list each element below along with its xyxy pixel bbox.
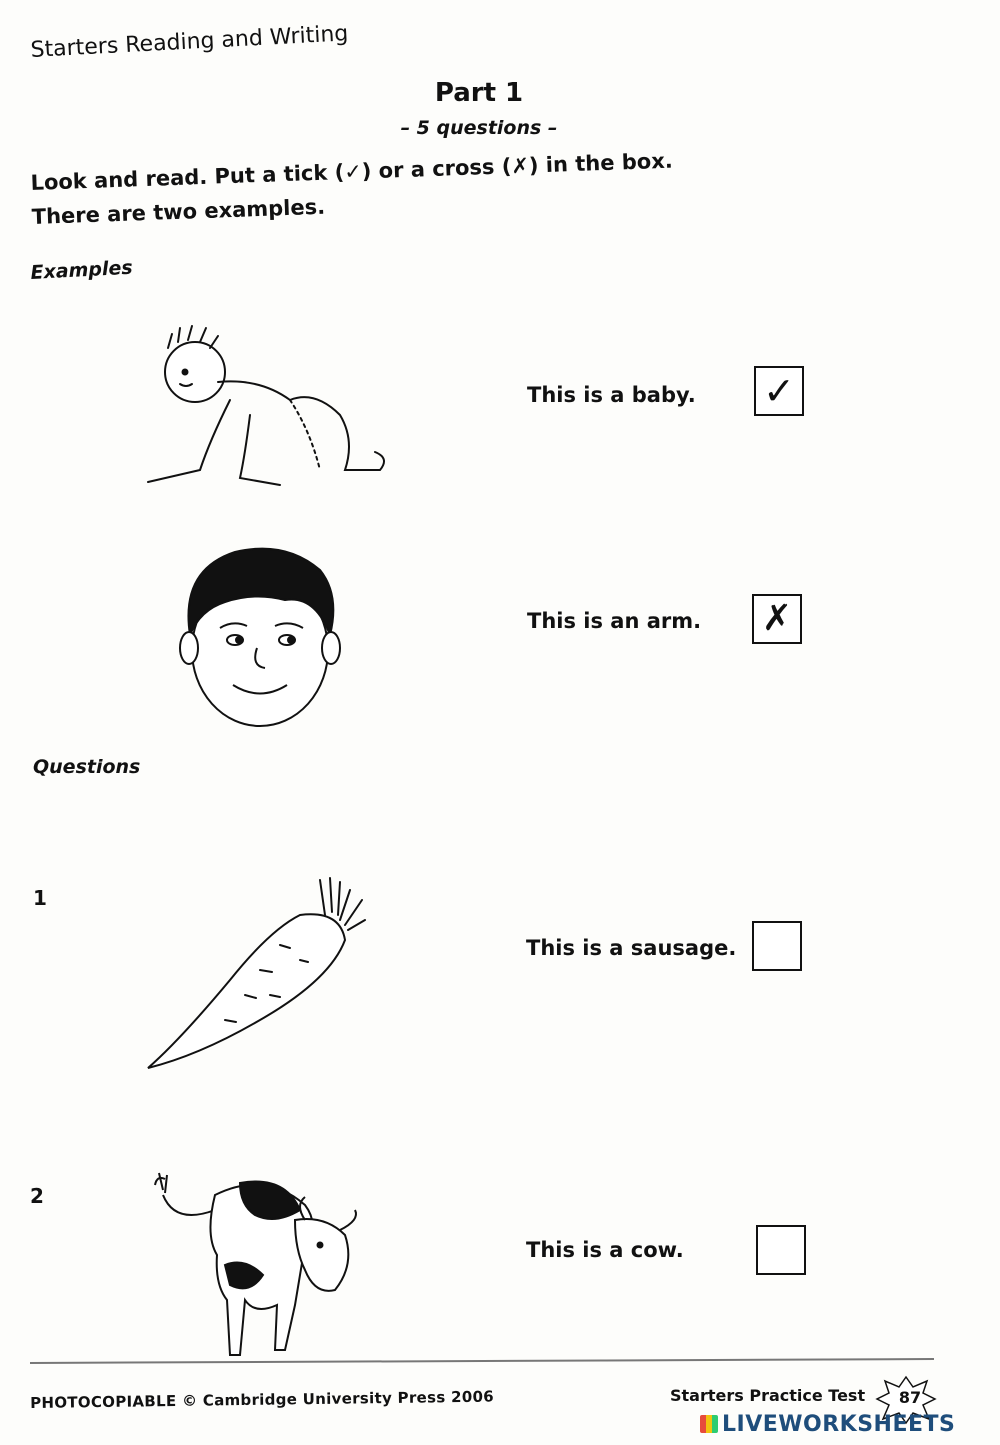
part-subtitle: – 5 questions – [400, 117, 558, 139]
baby-illustration [140, 320, 400, 500]
instructions-line-2: There are two examples. [31, 194, 326, 229]
part-title: Part 1 [434, 78, 524, 108]
boy-face-illustration [175, 540, 345, 730]
question-number-2: 2 [30, 1184, 44, 1208]
questions-label: Questions [33, 756, 141, 778]
watermark-text: LIVEWORKSHEETS [722, 1412, 956, 1437]
liveworksheets-logo-icon [700, 1415, 718, 1433]
cross-mark: ✗ [761, 598, 793, 639]
answer-box-1[interactable] [752, 921, 802, 971]
liveworksheets-watermark [700, 1412, 955, 1437]
example-sentence-2: This is an arm. [527, 609, 702, 633]
example-answer-box-1 [754, 366, 804, 416]
examples-label: Examples [30, 256, 134, 284]
instructions [30, 144, 674, 234]
example-sentence-1: This is a baby. [527, 383, 696, 407]
question-sentence-2: This is a cow. [526, 1238, 684, 1262]
footer-test-name: Starters Practice Test [670, 1386, 866, 1405]
carrot-illustration [140, 870, 380, 1080]
header-title: Starters Reading and Writing [30, 21, 349, 63]
footer-copyright: PHOTOCOPIABLE © Cambridge University Press 2006 [30, 1387, 495, 1412]
question-sentence-1: This is a sausage. [526, 936, 737, 960]
answer-box-2[interactable] [756, 1225, 806, 1275]
tick-mark: ✓ [763, 369, 795, 413]
page-number: 87 [898, 1388, 922, 1407]
cow-illustration [145, 1165, 370, 1365]
question-number-1: 1 [33, 886, 47, 910]
instructions-line-1: Look and read. Put a tick (✓) or a cross (✗) in the box. [30, 148, 674, 195]
example-answer-box-2 [752, 594, 802, 644]
